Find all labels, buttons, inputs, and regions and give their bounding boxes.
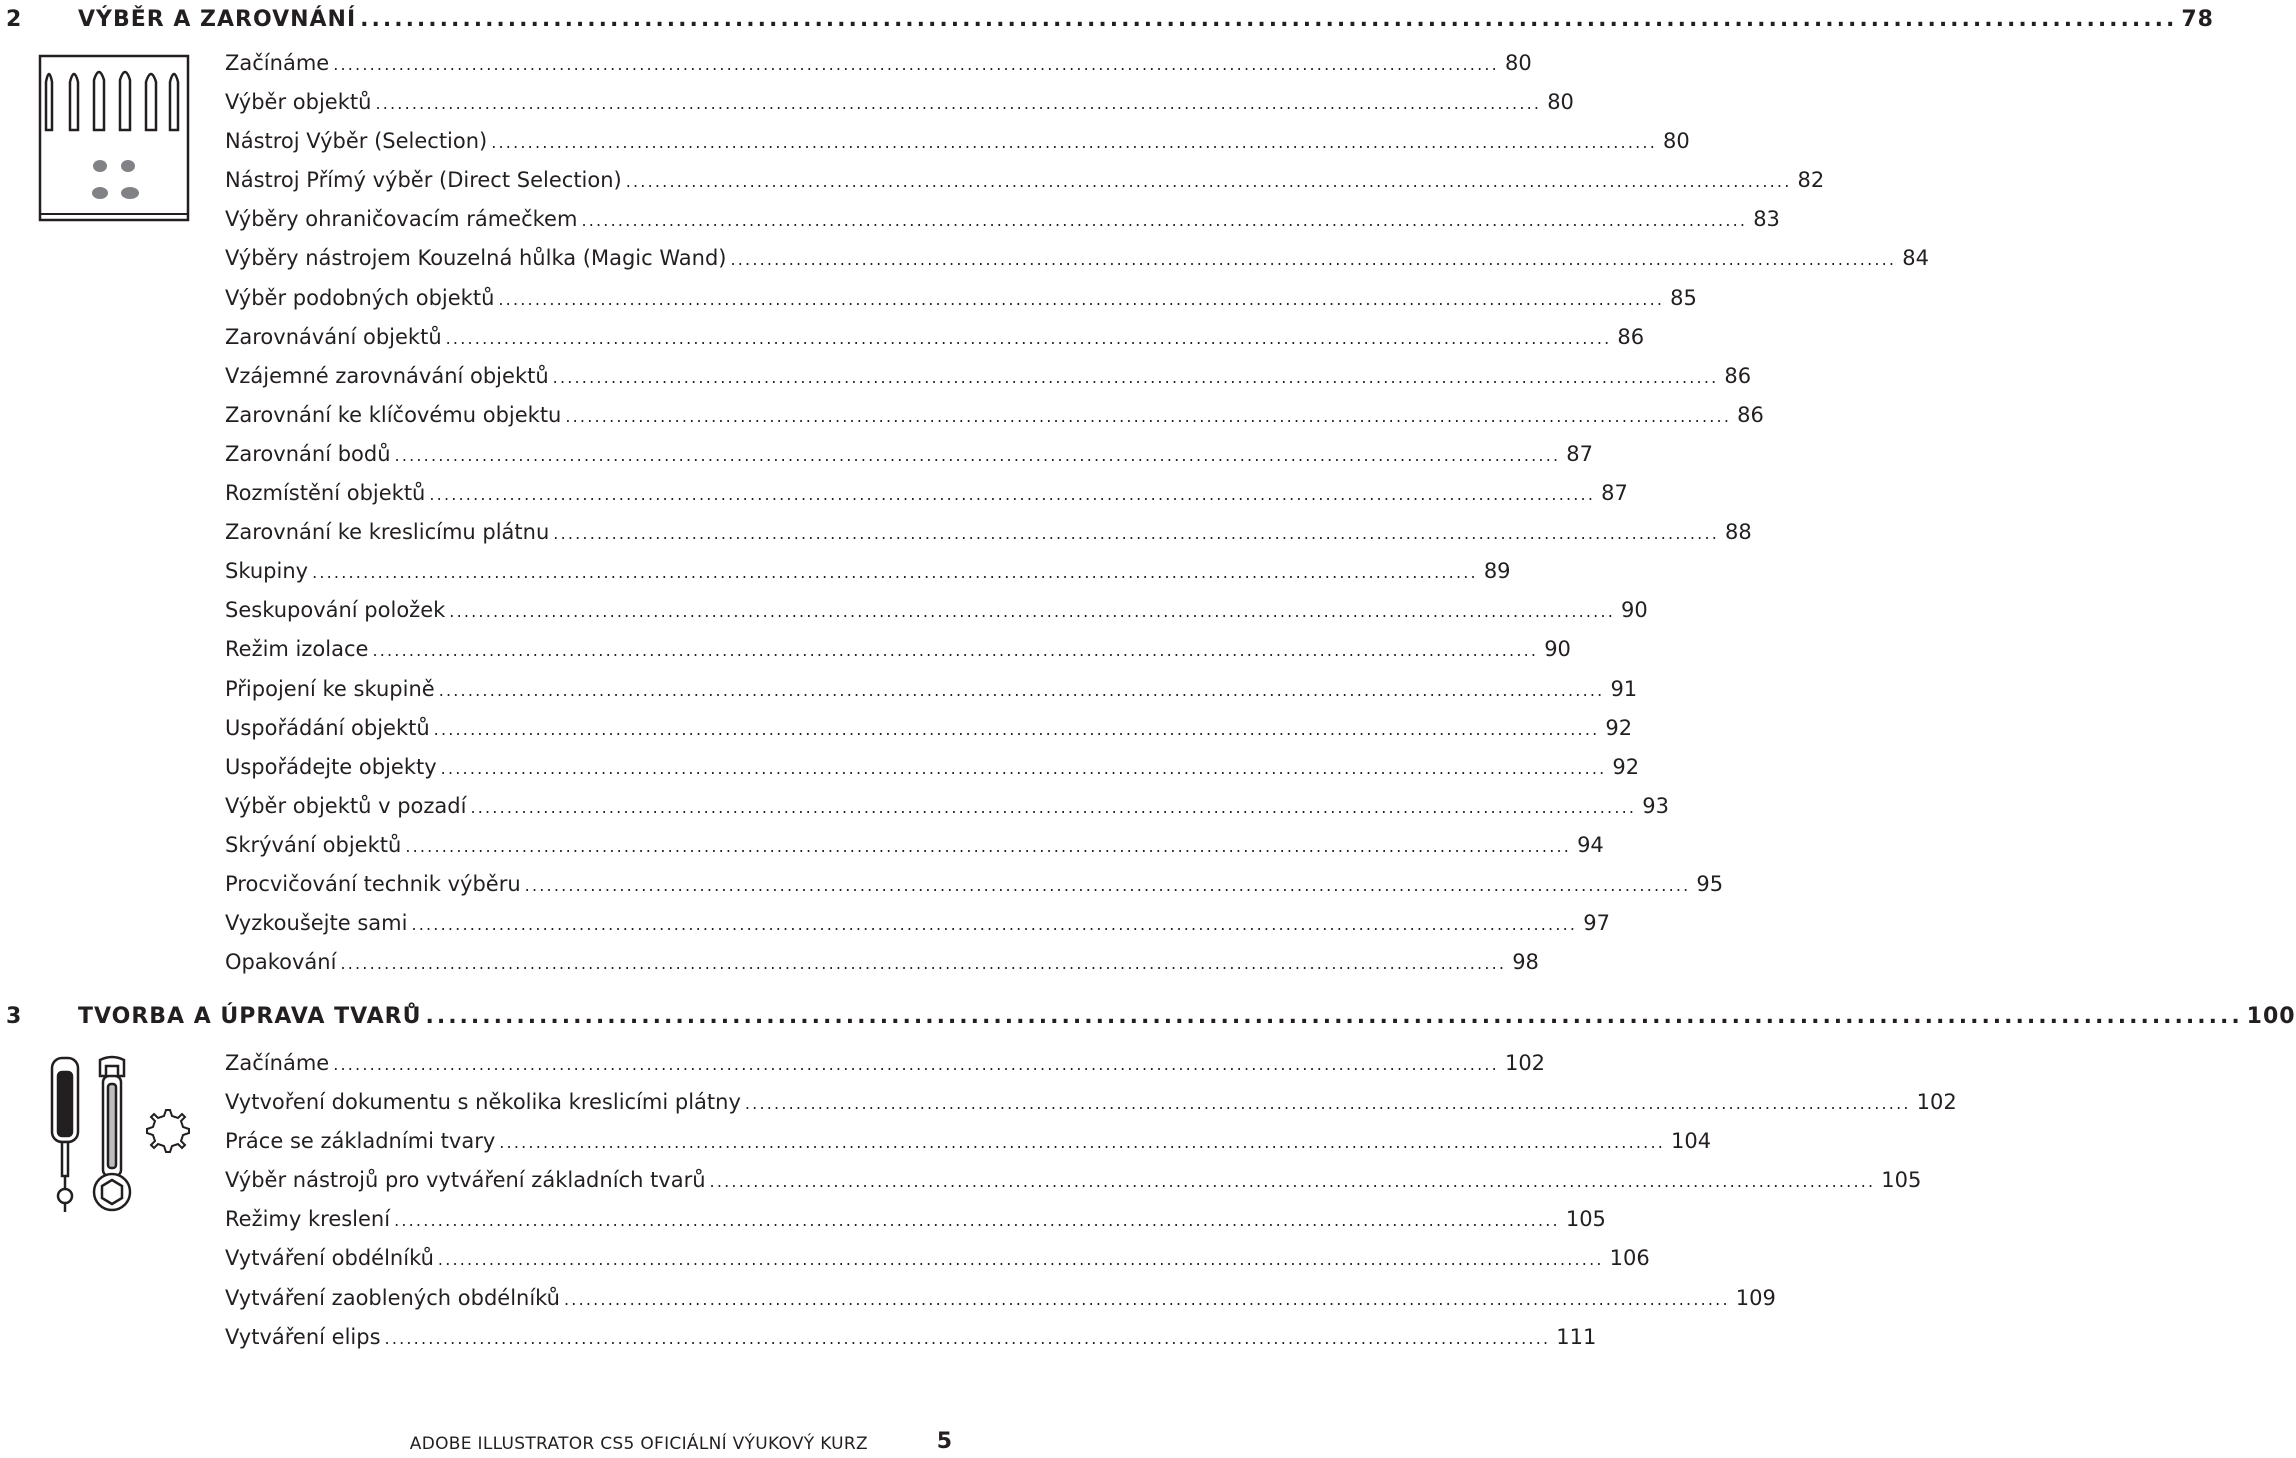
toc-entry[interactable]: Práce se základními tvary ................................................................................................................................................................ 104 bbox=[225, 1129, 1712, 1154]
tools-illustration bbox=[40, 1050, 200, 1220]
toc-entry[interactable]: Připojení ke skupině ................................................................................................................................................................ 91 bbox=[225, 676, 1638, 701]
toc-entry[interactable]: Zarovnávání objektů ................................................................................................................................................................ 86 bbox=[225, 324, 1645, 349]
toc-entry[interactable]: Uspořádejte objekty ................................................................................................................................................................ 92 bbox=[225, 754, 1640, 779]
chapter-title: VÝBĚR A ZAROVNÁNÍ bbox=[78, 7, 357, 32]
toc-entry[interactable]: Režim izolace ................................................................................................................................................................ 90 bbox=[225, 637, 1571, 662]
chapter-title-row[interactable] bbox=[78, 0, 2214, 40]
chapter-heading bbox=[0, 0, 2214, 40]
toc-entry[interactable]: Vytváření elips ................................................................................................................................................................ 111 bbox=[225, 1324, 1597, 1349]
toc-entry[interactable]: Vytváření obdélníků ................................................................................................................................................................ 106 bbox=[225, 1246, 1650, 1271]
toc-entry[interactable]: Skrývání objektů ................................................................................................................................................................ 94 bbox=[225, 832, 1604, 857]
toc-entry[interactable]: Výběry nástrojem Kouzelná hůlka (Magic Wand) ................................................................................................................................................................ 84 bbox=[225, 246, 1929, 271]
toc-entry[interactable]: Začínáme ................................................................................................................................................................ 102 bbox=[225, 1051, 1546, 1075]
chapter-title-row[interactable] bbox=[78, 997, 2296, 1037]
toc-entry[interactable]: Procvičování technik výběru ................................................................................................................................................................ 95 bbox=[225, 871, 1724, 896]
chapter-3-entries bbox=[225, 1044, 1957, 1357]
toc-entry[interactable]: Uspořádání objektů ................................................................................................................................................................ 92 bbox=[225, 715, 1633, 740]
chapter-heading bbox=[0, 997, 2296, 1037]
wrench-icon bbox=[94, 1057, 130, 1210]
toc-entry[interactable]: Nástroj Výběr (Selection) ................................................................................................................................................................ 80 bbox=[225, 129, 1690, 154]
leader-dots: ................................................................................................................................................................ bbox=[425, 1004, 2243, 1029]
toc-entry[interactable]: Nástroj Přímý výběr (Direct Selection) ................................................................................................................................................................ 82 bbox=[225, 168, 1825, 193]
chapter-page-number: 100 bbox=[2246, 1004, 2296, 1029]
toc-entry[interactable]: Výběr nástrojů pro vytváření základních tvarů ................................................................................................................................................................ 105 bbox=[225, 1168, 1922, 1193]
crayon-box-illustration bbox=[36, 52, 192, 224]
toc-entry[interactable]: Zarovnání bodů ................................................................................................................................................................ 87 bbox=[225, 441, 1594, 466]
chapter-page-number: 78 bbox=[2181, 7, 2214, 32]
page-number: 5 bbox=[936, 1429, 952, 1454]
page-footer bbox=[0, 1429, 960, 1456]
chapter-2-entries bbox=[225, 44, 1929, 982]
toc-entry[interactable]: Výběr podobných objektů ................................................................................................................................................................ 85 bbox=[225, 285, 1697, 310]
toc-entry[interactable]: Skupiny ................................................................................................................................................................ 89 bbox=[225, 559, 1511, 584]
leader-dots: ................................................................................................................................................................ bbox=[360, 7, 2178, 32]
toc-entry[interactable]: Zarovnání ke klíčovému objektu ................................................................................................................................................................ 86 bbox=[225, 402, 1764, 427]
gear-icon bbox=[147, 1110, 189, 1152]
toc-entry[interactable]: Začínáme ................................................................................................................................................................ 80 bbox=[225, 51, 1532, 75]
chapter-title: TVORBA A ÚPRAVA TVARŮ bbox=[78, 1004, 422, 1029]
chapter-number: 2 bbox=[6, 7, 23, 32]
toc-entry[interactable]: Výběr objektů ................................................................................................................................................................ 80 bbox=[225, 90, 1574, 115]
toc-entry[interactable]: Výběr objektů v pozadí ................................................................................................................................................................ 93 bbox=[225, 793, 1669, 818]
toc-entry[interactable]: Vytváření zaoblených obdélníků ................................................................................................................................................................ 109 bbox=[225, 1285, 1776, 1310]
toc-entry[interactable]: Seskupování položek ................................................................................................................................................................ 90 bbox=[225, 598, 1648, 623]
toc-entry[interactable]: Vzájemné zarovnávání objektů ................................................................................................................................................................ 86 bbox=[225, 363, 1752, 388]
toc-entry[interactable]: Režimy kreslení ................................................................................................................................................................ 105 bbox=[225, 1207, 1606, 1232]
toc-entry[interactable]: Zarovnání ke kreslicímu plátnu ................................................................................................................................................................ 88 bbox=[225, 520, 1752, 545]
toc-entry[interactable]: Rozmístění objektů ................................................................................................................................................................ 87 bbox=[225, 481, 1628, 506]
toc-entry[interactable]: Vyzkoušejte sami ................................................................................................................................................................ 97 bbox=[225, 911, 1610, 936]
toc-entry[interactable]: Výběry ohraničovacím rámečkem ................................................................................................................................................................ 83 bbox=[225, 207, 1780, 232]
screwdriver-icon bbox=[52, 1058, 78, 1212]
toc-entry[interactable]: Vytvoření dokumentu s několika kreslicími plátny ................................................................................................................................................................ 102 bbox=[225, 1090, 1957, 1115]
chapter-number: 3 bbox=[6, 1004, 23, 1029]
toc-entry[interactable]: Opakování ................................................................................................................................................................ 98 bbox=[225, 950, 1539, 975]
book-title: ADOBE ILLUSTRATOR CS5 OFICIÁLNÍ VÝUKOVÝ KURZ bbox=[409, 1434, 868, 1454]
